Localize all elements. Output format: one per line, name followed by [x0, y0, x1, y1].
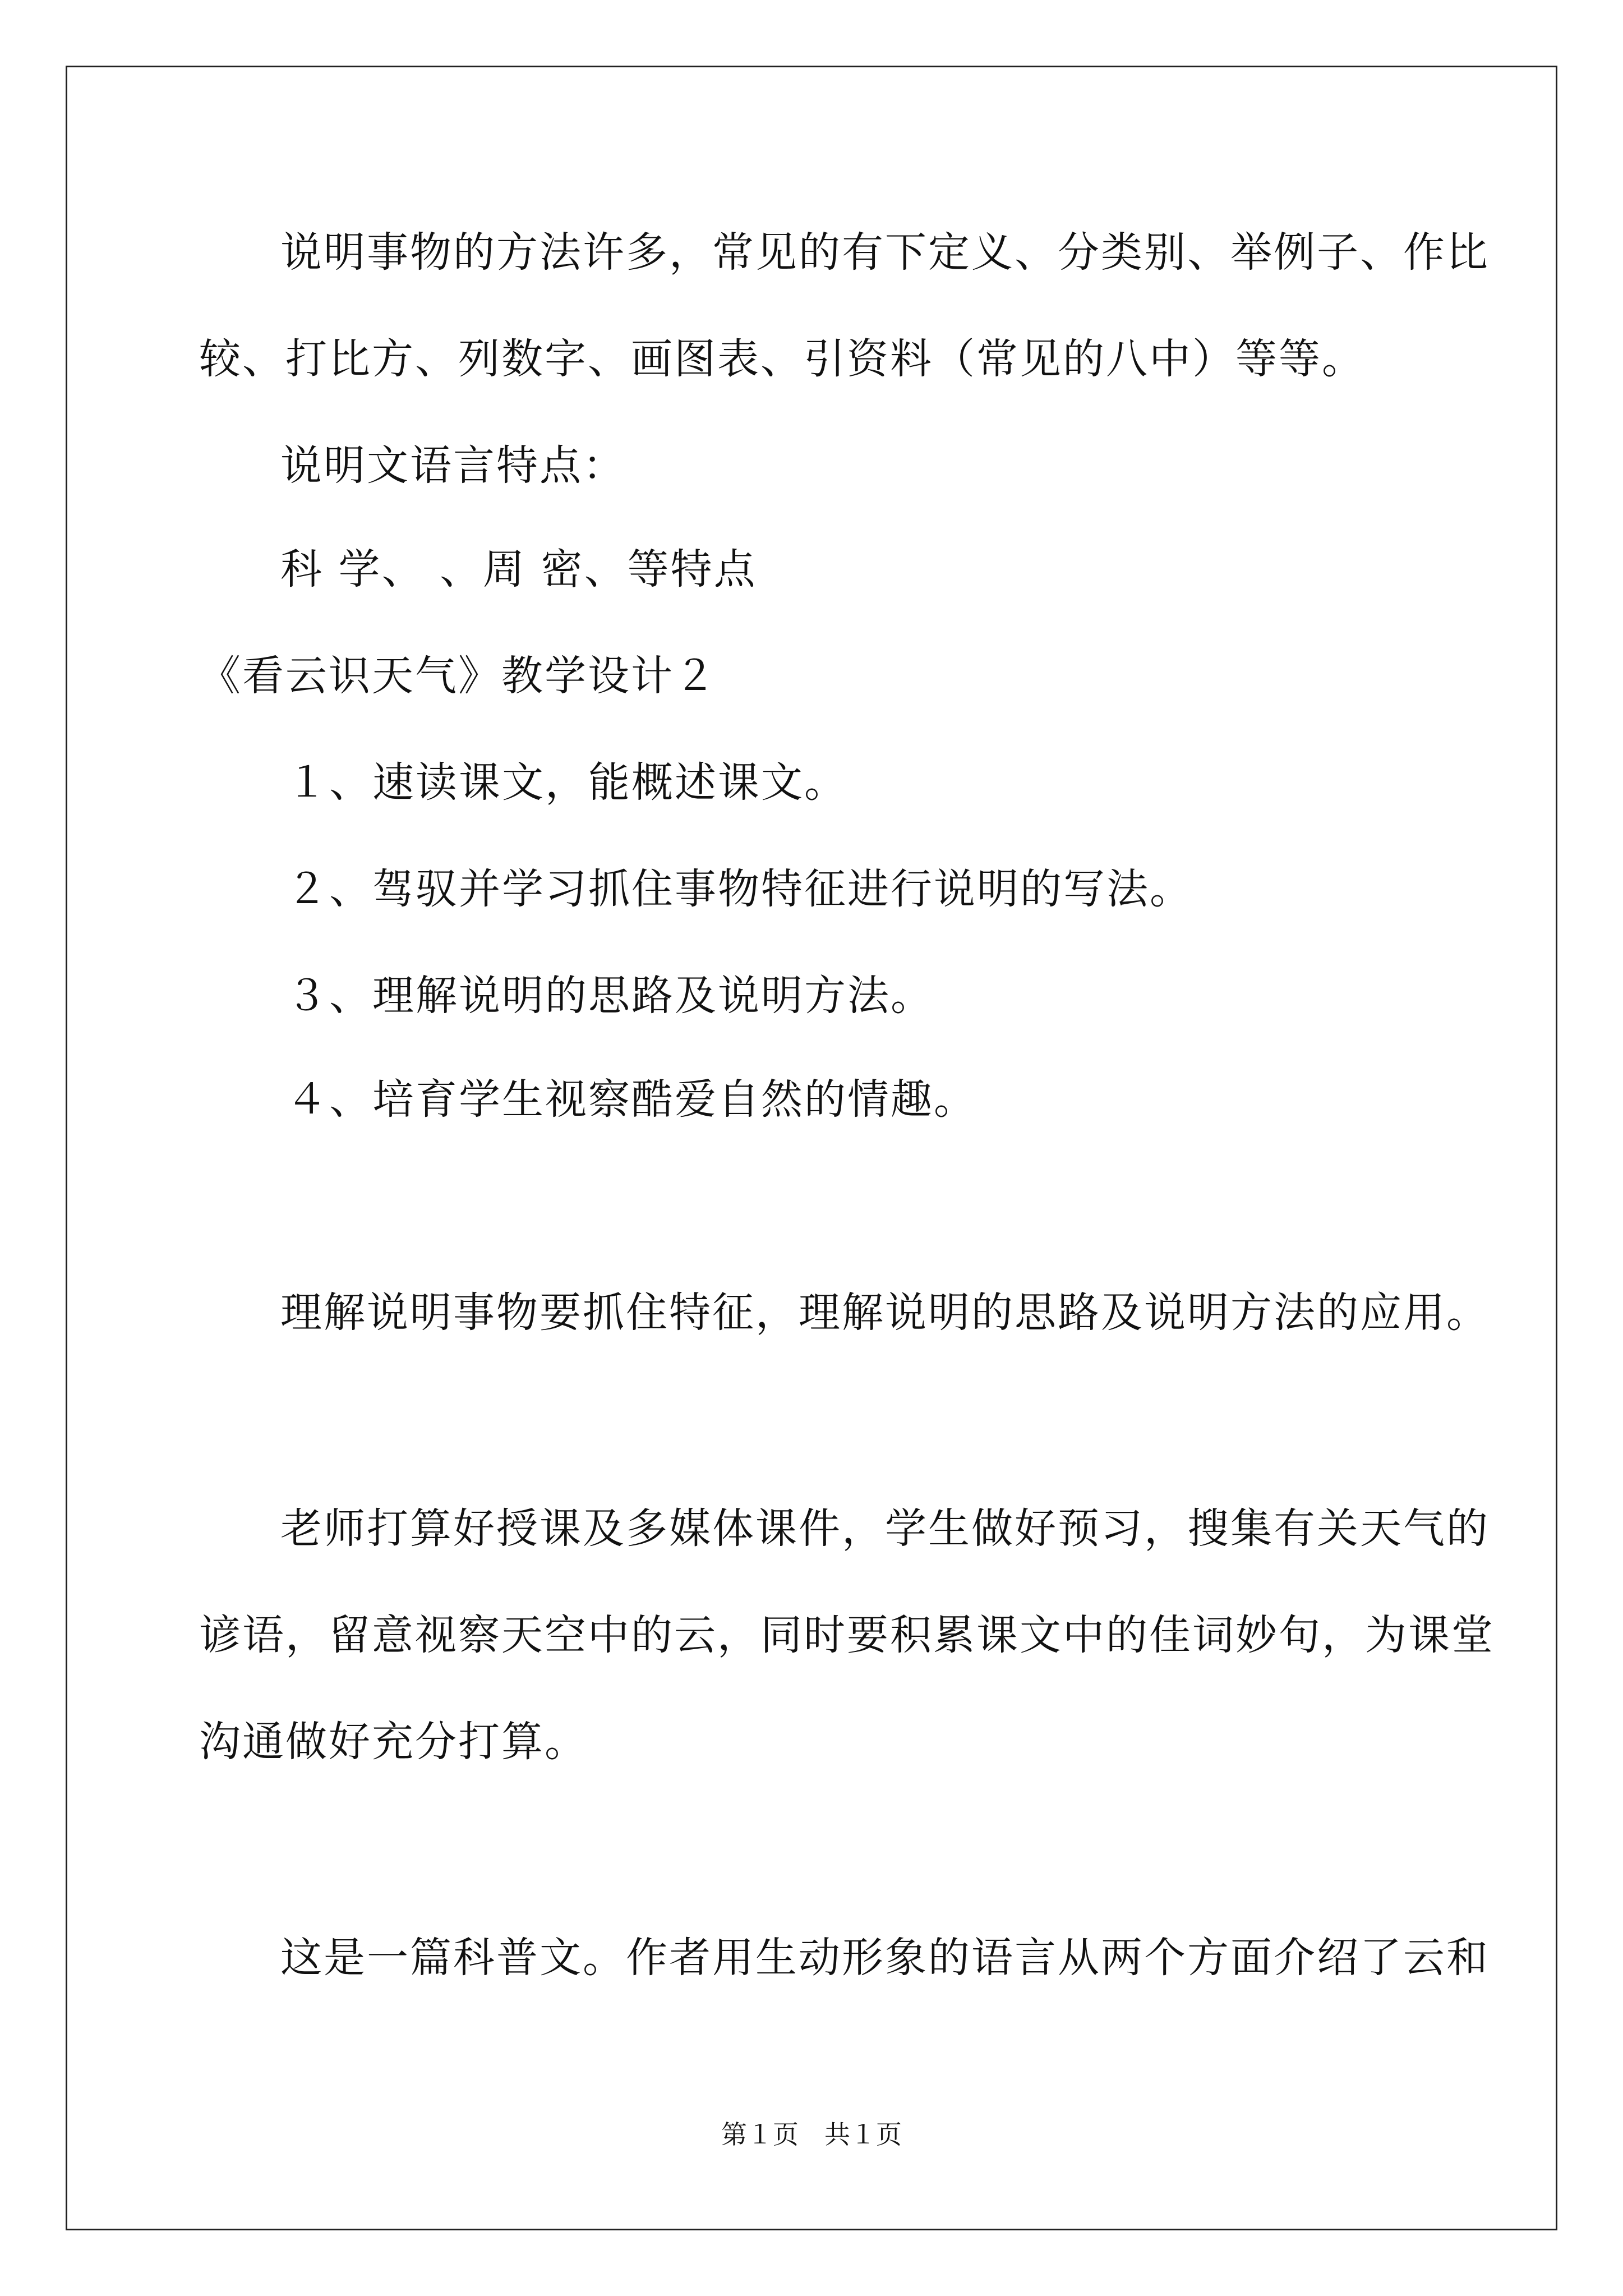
- analysis-paragraph-line-1: 这是一篇科普文。作者用生动形象的语言从两个方面介绍了云和: [280, 1934, 1490, 1982]
- section-title: 《看云识天气》教学设计２: [199, 652, 717, 700]
- page-border: [66, 66, 1557, 2230]
- objective-item-2: ２、驾驭并学习抓住事物特征进行说明的写法。: [286, 865, 1193, 913]
- preparation-line-2: 谚语，留意视察天空中的云，同时要积累课文中的佳词妙句，为课堂: [199, 1611, 1495, 1659]
- key-points-paragraph: 理解说明事物要抓住特征，理解说明的思路及说明方法的应用。: [280, 1289, 1490, 1337]
- language-features-heading: 说明文语言特点：: [280, 441, 626, 490]
- paragraph-methods-line-2: 较、打比方、列数字、画图表、引资料（常见的八中）等等。: [199, 335, 1365, 383]
- page-footer: 第１页 共１页: [721, 2119, 902, 2150]
- paragraph-methods-line-1: 说明事物的方法许多，常见的有下定义、分类别、举例子、作比: [280, 228, 1490, 277]
- objective-item-3: ３、理解说明的思路及说明方法。: [286, 972, 934, 1020]
- preparation-line-3: 沟通做好充分打算。: [199, 1718, 588, 1766]
- objective-item-1: １、速读课文，能概述课文。: [286, 758, 847, 807]
- objective-item-4: ４、培育学生视察酷爱自然的情趣。: [286, 1075, 977, 1124]
- language-features-list: 科 学、 、周 密、等特点: [280, 545, 757, 593]
- preparation-line-1: 老师打算好授课及多媒体课件，学生做好预习，搜集有关天气的: [280, 1504, 1490, 1553]
